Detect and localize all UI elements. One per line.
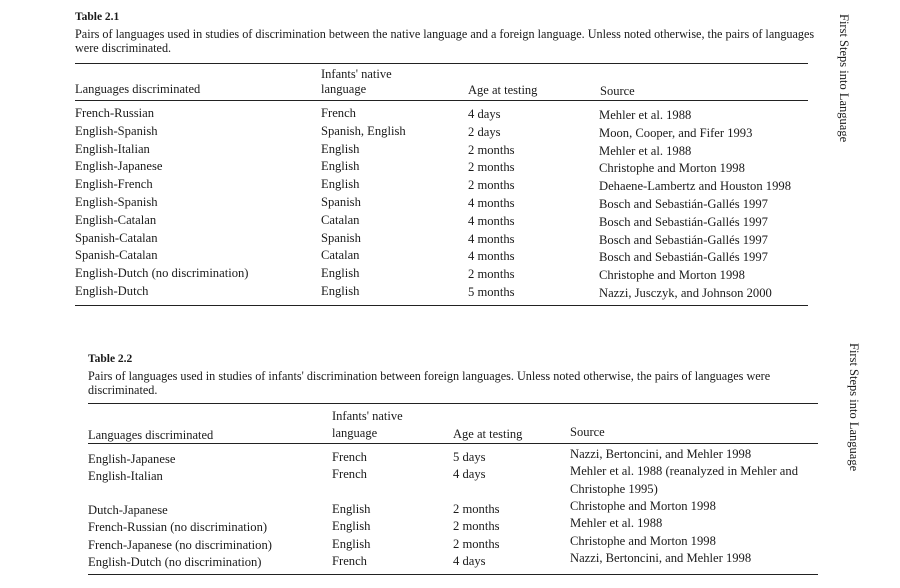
cell-age: 4 months (468, 196, 515, 210)
cell-source: Mehler et al. 1988 (599, 108, 692, 122)
cell-source: Nazzi, Bertoncini, and Mehler 1998 (570, 551, 752, 566)
cell-source: Mehler et al. 1988 (570, 516, 663, 531)
cell-languages: Dutch-Japanese (88, 503, 168, 517)
cell-source: Mehler et al. 1988 (reanalyzed in Mehler and (570, 464, 798, 478)
cell-source: Christophe and Morton 1998 (599, 161, 745, 176)
header-native-line2: language (321, 82, 367, 96)
table-caption: Pairs of languages used in studies of discrimination between the native language and a foreign language. Unless noted otherwise, the pairs of languages were discriminated. (75, 27, 815, 55)
cell-languages: English-Catalan (75, 212, 157, 227)
header-age: Age at testing (468, 83, 538, 97)
cell-languages: English-Dutch (no discrimination) (75, 266, 249, 281)
cell-languages: English-Italian (88, 469, 163, 483)
cell-age: 2 days (468, 124, 501, 139)
running-head: First Steps into Language (847, 343, 861, 472)
cell-native: French (332, 450, 367, 464)
cell-age: 2 months (453, 536, 500, 551)
cell-languages: English-Spanish (75, 195, 158, 209)
header-source: Source (600, 84, 635, 98)
cell-native: English (321, 266, 360, 281)
header-languages: Languages discriminated (88, 428, 214, 442)
header-age: Age at testing (453, 427, 523, 441)
cell-age: 2 months (453, 519, 500, 534)
cell-source: Christophe and Morton 1998 (570, 533, 716, 548)
cell-native: Catalan (321, 248, 360, 263)
cell-native: Spanish (321, 230, 361, 245)
cell-source: Bosch and Sebastián-Gallés 1997 (599, 197, 768, 211)
cell-age: 2 months (468, 160, 515, 175)
header-source: Source (570, 425, 605, 439)
cell-source: Christophe and Morton 1998 (570, 499, 716, 513)
cell-native: Spanish (321, 195, 361, 209)
cell-source: Moon, Cooper, and Fifer 1993 (599, 125, 753, 140)
cell-languages: English-Japanese (88, 452, 176, 466)
running-head: First Steps into Language (837, 14, 851, 143)
cell-age: 2 months (453, 502, 500, 516)
cell-native: French (332, 554, 367, 569)
header-rule (75, 100, 808, 101)
cell-source: Christophe and Morton 1998 (599, 268, 745, 283)
header-languages: Languages discriminated (75, 82, 201, 96)
table-label: Table 2.1 (75, 11, 120, 23)
cell-languages: English-Dutch (75, 284, 149, 298)
header-rule (88, 443, 818, 444)
cell-native: English (332, 502, 371, 516)
cell-native: English (321, 159, 360, 174)
cell-native: English (332, 519, 371, 534)
cell-native: English (321, 284, 360, 298)
bottom-rule (75, 305, 808, 306)
cell-source: Nazzi, Jusczyk, and Johnson 2000 (599, 286, 772, 300)
cell-age: 4 months (468, 231, 515, 246)
cell-age: 4 months (468, 249, 515, 264)
bottom-rule (88, 574, 818, 575)
cell-age: 2 months (468, 267, 515, 282)
cell-native: French (321, 106, 356, 120)
cell-source: Nazzi, Bertoncini, and Mehler 1998 (570, 447, 752, 461)
cell-native: French (332, 467, 367, 481)
cell-source: Dehaene-Lambertz and Houston 1998 (599, 179, 791, 194)
top-rule (88, 403, 818, 404)
cell-source: Bosch and Sebastián-Gallés 1997 (599, 250, 768, 265)
cell-age: 2 months (468, 142, 515, 157)
cell-languages: French-Russian (no discrimination) (88, 520, 268, 535)
cell-native: Catalan (321, 212, 360, 227)
cell-languages: French-Japanese (no discrimination) (88, 537, 272, 552)
cell-source: Bosch and Sebastián-Gallés 1997 (599, 214, 768, 229)
cell-languages: English-Spanish (75, 123, 158, 138)
cell-source: Bosch and Sebastián-Gallés 1997 (599, 232, 768, 247)
cell-languages: English-Italian (75, 141, 150, 156)
cell-languages: English-Japanese (75, 159, 163, 174)
cell-languages: English-French (75, 177, 153, 192)
cell-native: Spanish, English (321, 123, 406, 138)
cell-age: 4 days (468, 107, 501, 121)
header-native-line2: language (332, 426, 378, 440)
cell-languages: Spanish-Catalan (75, 230, 158, 245)
cell-age: 4 days (453, 467, 486, 481)
table-caption: Pairs of languages used in studies of infants' discrimination between foreign languages. Unless noted otherwise, the pairs of languages were discriminated. (88, 369, 771, 397)
cell-age: 5 days (453, 450, 486, 464)
cell-languages: Spanish-Catalan (75, 248, 158, 263)
cell-age: 4 days (453, 554, 486, 569)
header-native-line1: Infants' native (332, 409, 403, 423)
cell-languages: English-Dutch (no discrimination) (88, 555, 262, 570)
cell-native: English (321, 177, 360, 192)
cell-native: English (321, 141, 360, 156)
top-rule (75, 63, 808, 64)
cell-source-continued: Christophe 1995) (570, 482, 658, 496)
cell-age: 5 months (468, 285, 515, 299)
cell-source: Mehler et al. 1988 (599, 143, 692, 158)
table-label: Table 2.2 (88, 353, 133, 365)
header-native-line1: Infants' native (321, 67, 392, 81)
cell-age: 4 months (468, 213, 515, 228)
cell-native: English (332, 536, 371, 551)
cell-languages: French-Russian (75, 106, 155, 120)
cell-age: 2 months (468, 178, 515, 193)
